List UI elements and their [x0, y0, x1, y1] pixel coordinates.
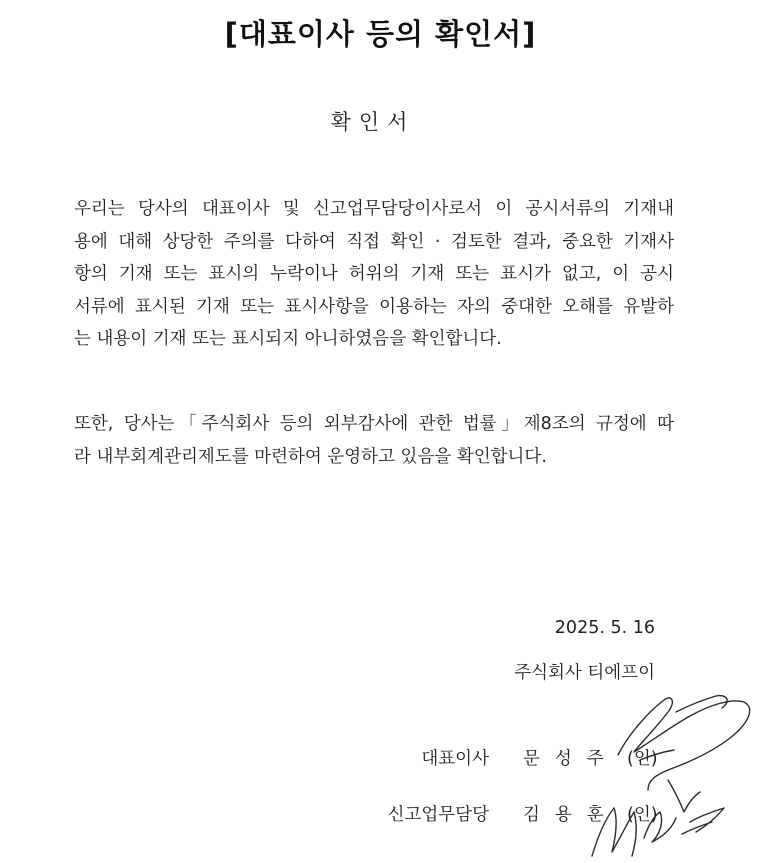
document-date: 2025. 5. 16 [554, 618, 655, 638]
signatory-name: 문성주 [523, 749, 619, 769]
paragraph-line: 또한, 당사는「주식회사 등의 외부감사에 관한 법률」제8조의 규정에 따 [74, 414, 674, 434]
paragraph-line: 서류에 표시된 기재 또는 표시사항을 이용하는 자의 중대한 오해를 유발하 [74, 296, 674, 317]
ceo-signature-row [0, 745, 761, 769]
company-name: 주식회사 티에프이 [514, 663, 655, 683]
seal-mark: (인) [627, 805, 658, 825]
paragraph-line: 는 내용이 기재 또는 표시되지 아니하였음을 확인합니다. [74, 329, 502, 350]
paragraph-line: 라 내부회계관리제도를 마련하여 운영하고 있음을 확인합니다. [74, 446, 547, 467]
signatory-role: 대표이사 [421, 749, 489, 769]
disclosure-officer-signature-row [0, 801, 761, 825]
paragraph-line: 항의 기재 또는 표시의 누락이나 허위의 기재 또는 표시가 없고, 이 공시 [74, 264, 674, 285]
signatory-role: 신고업무담당 [387, 805, 489, 825]
paragraph-line: 용에 대해 상당한 주의를 다하여 직접 확인 · 검토한 결과, 중요한 기재사 [74, 231, 674, 252]
page-title: [대표이사 등의 확인서] [224, 17, 537, 51]
ceo-signature-stroke [676, 696, 727, 712]
document-subtitle: 확인서 [330, 110, 416, 134]
seal-mark: (인) [627, 749, 658, 769]
confirmation-paragraph [74, 193, 674, 356]
ceo-signature-stroke [618, 698, 750, 790]
signatory-name: 김용훈 [523, 805, 619, 825]
paragraph-line: 우리는 당사의 대표이사 및 신고업무담당이사로서 이 공시서류의 기재내 [74, 199, 674, 219]
internal-control-paragraph [74, 408, 674, 473]
